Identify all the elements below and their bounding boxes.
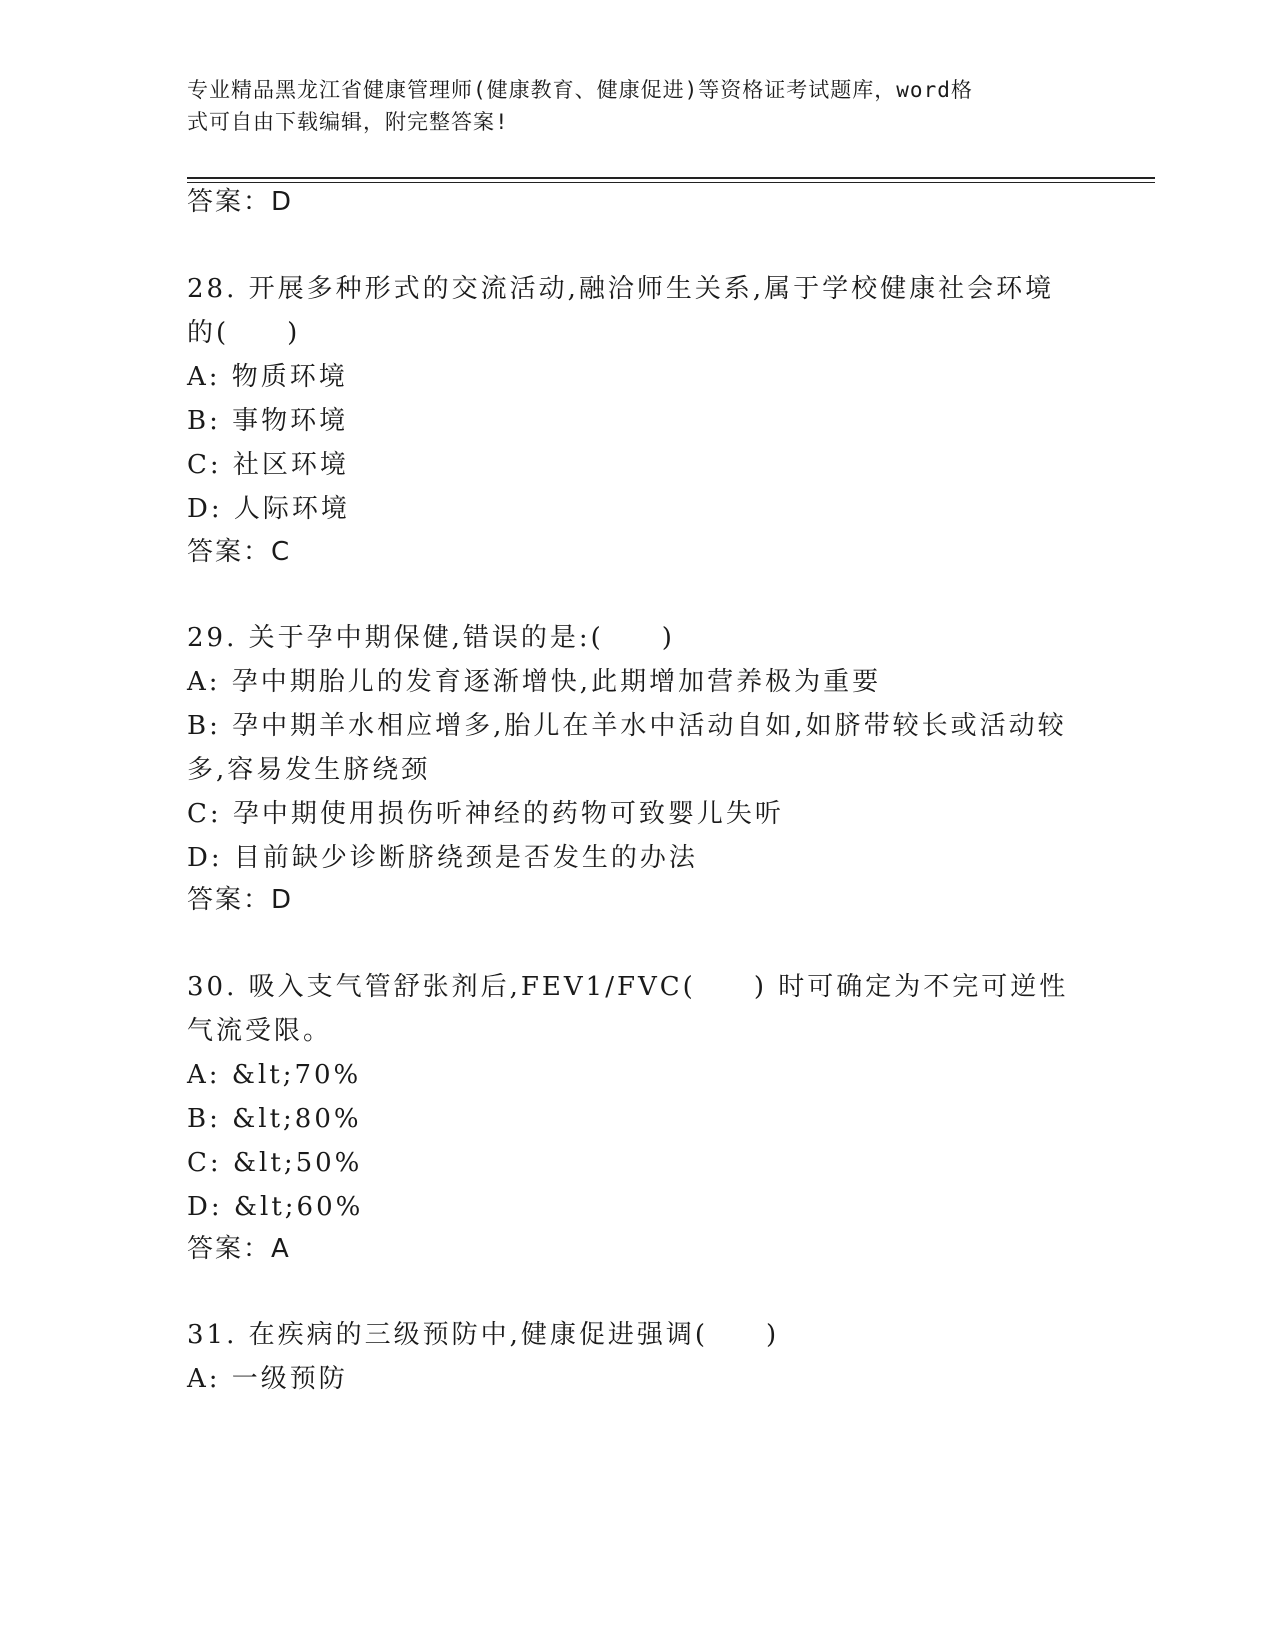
question-30-option-d: D: &lt;60%: [187, 1192, 364, 1222]
question-28-option-d: D: 人际环境: [187, 494, 350, 524]
header-divider: [187, 177, 1155, 179]
header-line-2: 式可自由下载编辑，附完整答案!: [187, 110, 509, 134]
header-divider-thin: [187, 182, 1155, 183]
question-29-option-b: B: 孕中期羊水相应增多,胎儿在羊水中活动自如,如脐带较长或活动较: [187, 711, 1067, 741]
question-30-option-a: A: &lt;70%: [187, 1060, 362, 1090]
question-28-option-c: C: 社区环境: [187, 450, 349, 480]
question-28-option-b: B: 事物环境: [187, 406, 349, 436]
question-29-option-b-cont: 多,容易发生脐绕颈: [187, 755, 431, 785]
question-29-option-c: C: 孕中期使用损伤听神经的药物可致婴儿失听: [187, 799, 784, 829]
question-29-option-a: A: 孕中期胎儿的发育逐渐增快,此期增加营养极为重要: [187, 667, 882, 697]
question-28-stem-cont: 的( ): [187, 318, 301, 348]
question-30-option-b: B: &lt;80%: [187, 1104, 362, 1134]
question-30-stem: 30. 吸入支气管舒张剂后,FEV1/FVC( ) 时可确定为不完可逆性: [187, 972, 1069, 1002]
question-29-option-d: D: 目前缺少诊断脐绕颈是否发生的办法: [187, 843, 698, 873]
question-28-stem: 28. 开展多种形式的交流活动,融洽师生关系,属于学校健康社会环境: [187, 274, 1055, 304]
document-header: [187, 74, 1087, 138]
question-28-answer: 答案：C: [187, 537, 292, 567]
previous-answer: 答案：D: [187, 187, 294, 217]
header-line-1: 专业精品黑龙江省健康管理师(健康教育、健康促进)等资格证考试题库，word格: [187, 78, 973, 102]
question-30-answer: 答案：A: [187, 1234, 291, 1264]
question-30-stem-cont: 气流受限。: [187, 1016, 333, 1046]
question-29-answer: 答案：D: [187, 885, 294, 915]
question-28-option-a: A: 物质环境: [187, 362, 348, 392]
question-30-option-c: C: &lt;50%: [187, 1148, 363, 1178]
question-31-option-a: A: 一级预防: [187, 1364, 348, 1394]
question-31-stem: 31. 在疾病的三级预防中,健康促进强调( ): [187, 1320, 780, 1350]
question-29-stem: 29. 关于孕中期保健,错误的是:( ): [187, 623, 675, 653]
